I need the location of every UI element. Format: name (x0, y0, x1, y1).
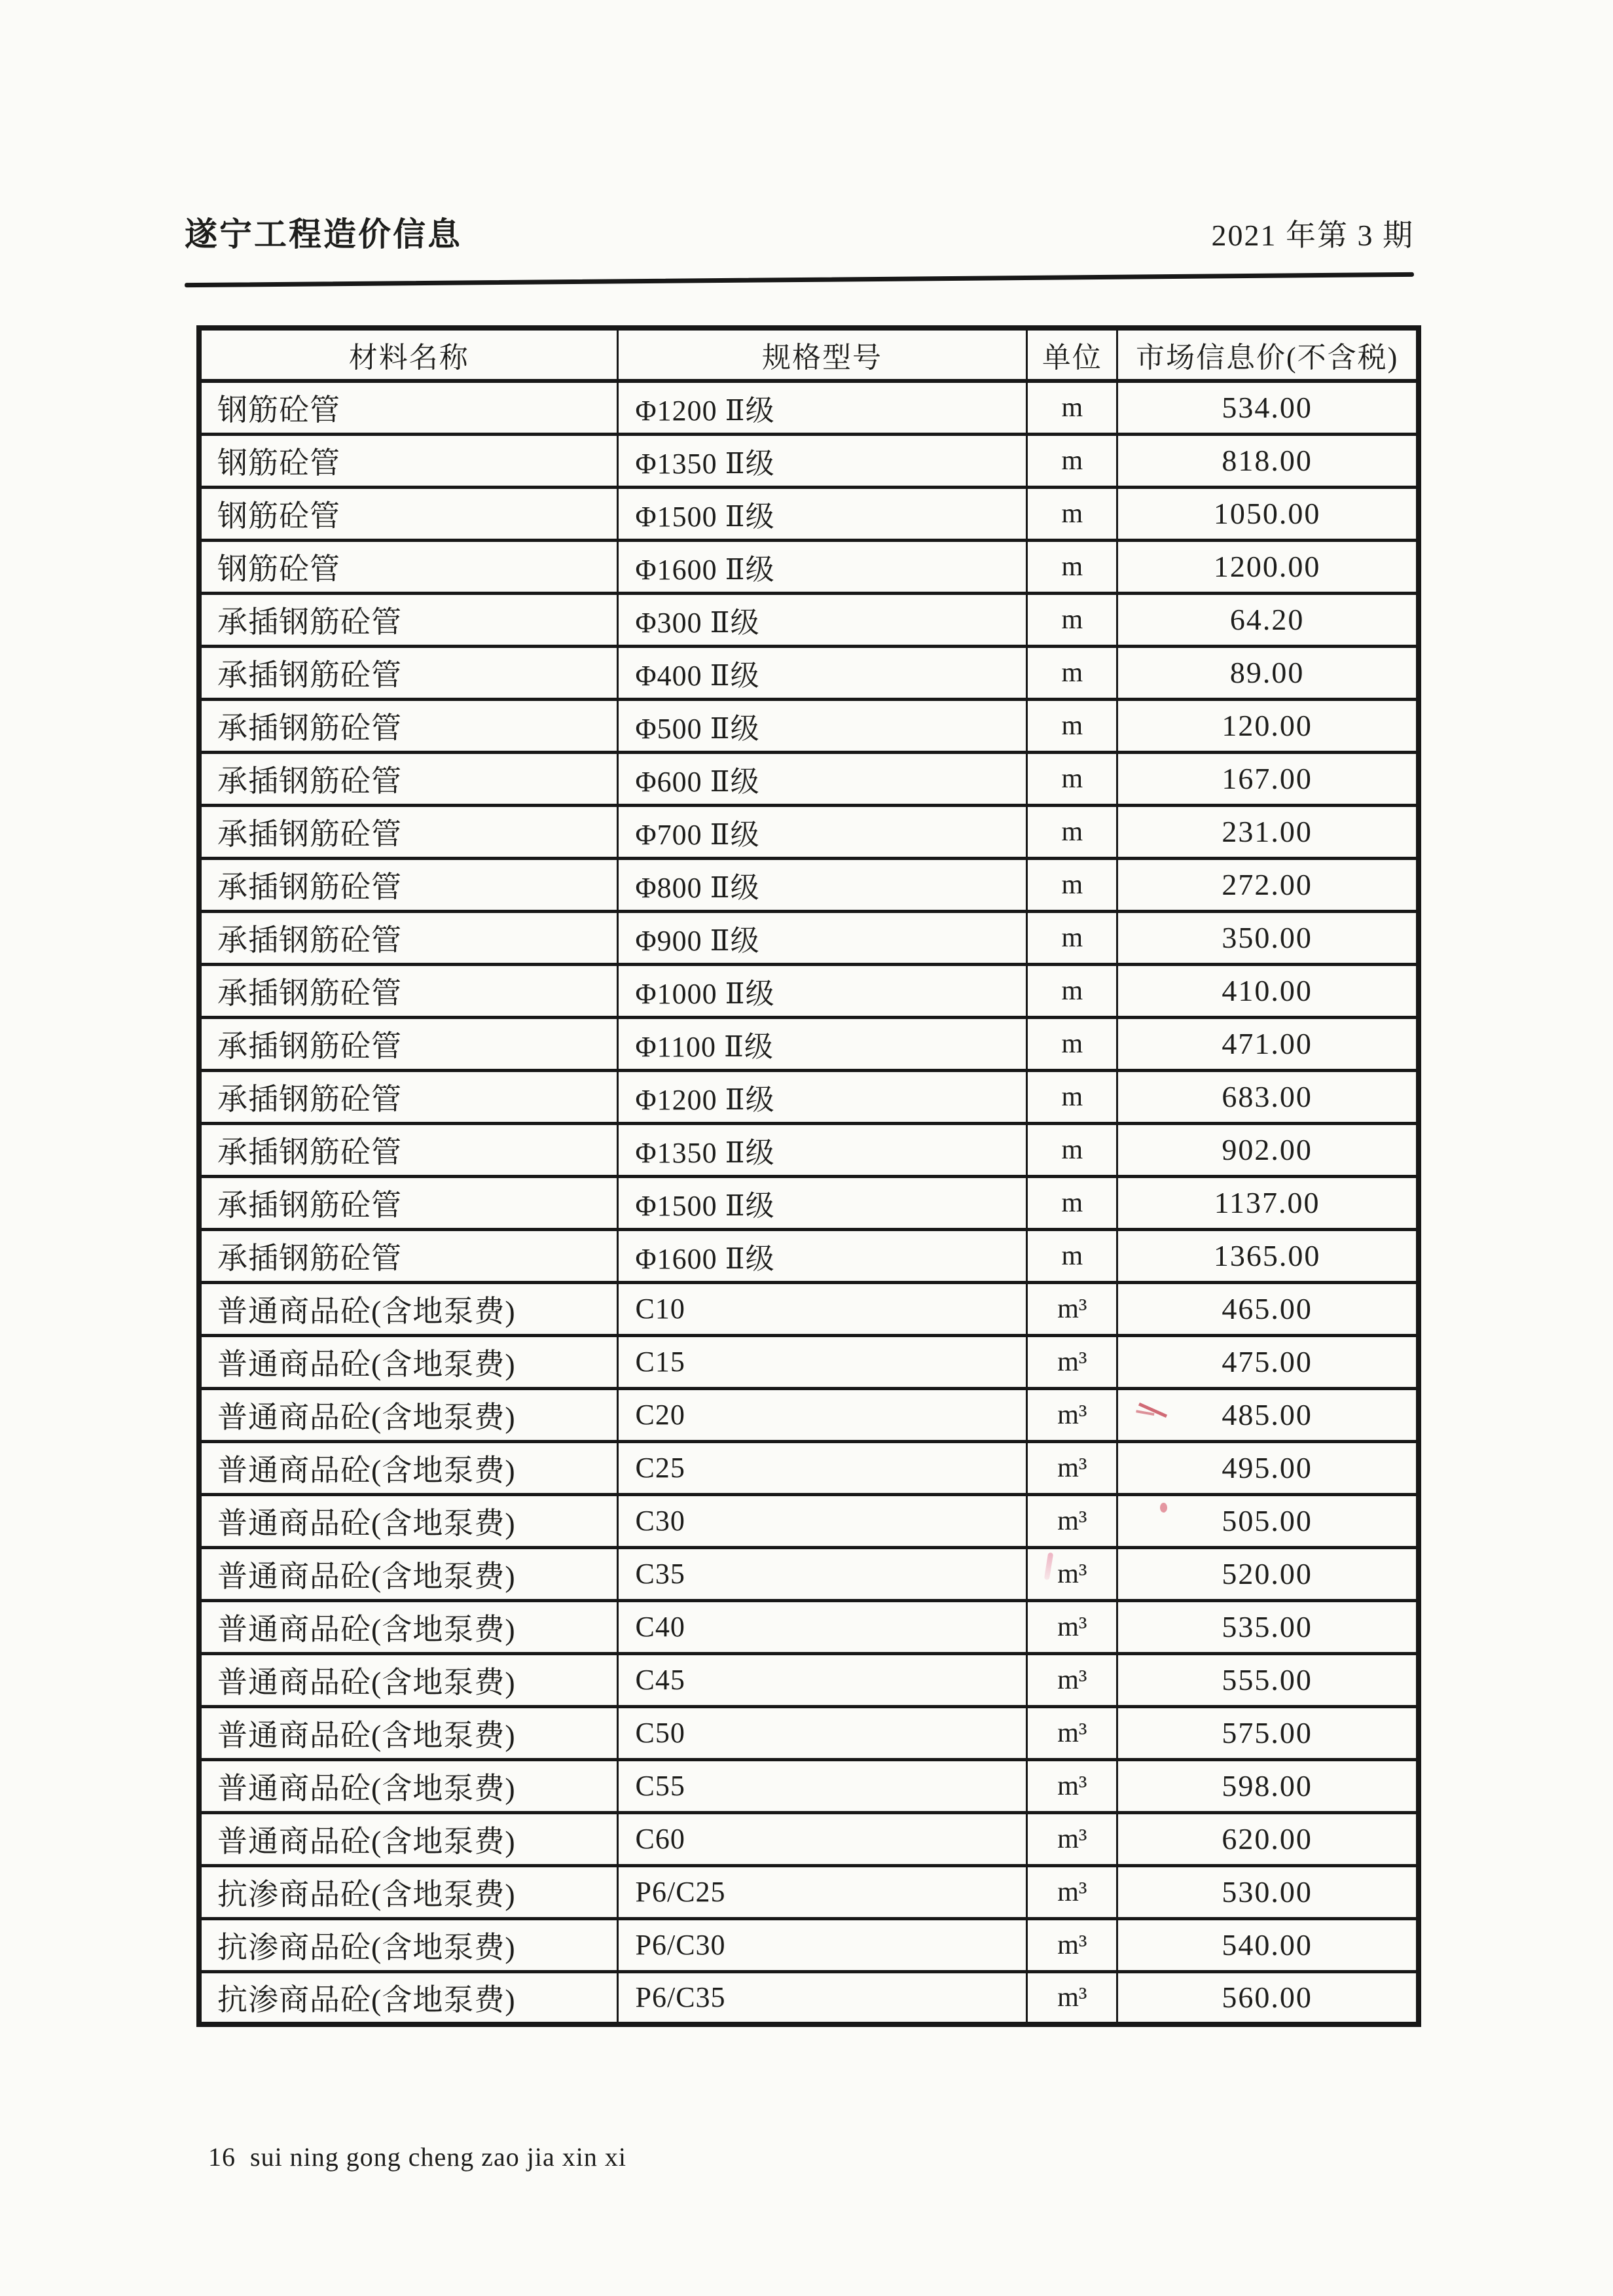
spec-cell: C30 (617, 1494, 1027, 1547)
unit-cell: m (1027, 911, 1117, 964)
price-cell: 530.00 (1117, 1865, 1419, 1918)
material-name-cell: 承插钢筋砼管 (199, 1123, 617, 1176)
material-name-cell: 承插钢筋砼管 (199, 593, 617, 646)
unit-cell: m (1027, 487, 1117, 540)
price-cell: 272.00 (1117, 858, 1419, 911)
material-price-table (196, 325, 1421, 2027)
unit-cell: m (1027, 540, 1117, 593)
page-footer (208, 2142, 626, 2172)
spec-cell: P6/C30 (617, 1918, 1027, 1971)
material-name-cell: 承插钢筋砼管 (199, 1017, 617, 1070)
table-row (199, 1123, 1419, 1176)
material-name-cell: 承插钢筋砼管 (199, 1176, 617, 1229)
material-name-cell: 承插钢筋砼管 (199, 805, 617, 858)
table-body (199, 381, 1419, 2024)
unit-cell: m³ (1027, 1653, 1117, 1706)
table-row (199, 1759, 1419, 1812)
material-name-cell: 承插钢筋砼管 (199, 911, 617, 964)
table-row (199, 1441, 1419, 1494)
material-name-cell: 钢筋砼管 (199, 434, 617, 487)
unit-cell: m³ (1027, 1335, 1117, 1388)
material-name-cell: 承插钢筋砼管 (199, 699, 617, 752)
unit-cell: m³ (1027, 1706, 1117, 1759)
price-cell: 620.00 (1117, 1812, 1419, 1865)
table-row (199, 805, 1419, 858)
table-row (199, 699, 1419, 752)
material-name-cell: 承插钢筋砼管 (199, 964, 617, 1017)
material-name-cell: 普通商品砼(含地泵费) (199, 1706, 617, 1759)
spec-cell: Φ400 Ⅱ级 (617, 646, 1027, 699)
spec-cell: C20 (617, 1388, 1027, 1441)
table-row (199, 1070, 1419, 1123)
table-row (199, 964, 1419, 1017)
spec-cell: C45 (617, 1653, 1027, 1706)
table-row (199, 646, 1419, 699)
material-name-cell: 承插钢筋砼管 (199, 1070, 617, 1123)
col-header-spec-model: 规格型号 (617, 328, 1027, 381)
table-row (199, 593, 1419, 646)
price-cell: 520.00 (1117, 1547, 1419, 1600)
price-cell: 410.00 (1117, 964, 1419, 1017)
price-cell: 683.00 (1117, 1070, 1419, 1123)
material-name-cell: 钢筋砼管 (199, 381, 617, 434)
unit-cell: m (1027, 1017, 1117, 1070)
material-name-cell: 钢筋砼管 (199, 540, 617, 593)
table-row (199, 1600, 1419, 1653)
price-cell: 1365.00 (1117, 1229, 1419, 1282)
material-name-cell: 抗渗商品砼(含地泵费) (199, 1971, 617, 2024)
table-row (199, 1388, 1419, 1441)
table-row (199, 911, 1419, 964)
price-cell: 902.00 (1117, 1123, 1419, 1176)
material-name-cell: 普通商品砼(含地泵费) (199, 1759, 617, 1812)
header-rule (185, 272, 1414, 287)
price-cell: 1137.00 (1117, 1176, 1419, 1229)
unit-cell: m (1027, 752, 1117, 805)
issue-label: 2021 年第 3 期 (1211, 219, 1414, 252)
price-cell: 560.00 (1117, 1971, 1419, 2024)
spec-cell: Φ1000 Ⅱ级 (617, 964, 1027, 1017)
spec-cell: C40 (617, 1600, 1027, 1653)
table-row (199, 752, 1419, 805)
material-name-cell: 普通商品砼(含地泵费) (199, 1547, 617, 1600)
spec-cell: Φ600 Ⅱ级 (617, 752, 1027, 805)
table-row (199, 434, 1419, 487)
unit-cell: m³ (1027, 1547, 1117, 1600)
journal-title: 遂宁工程造价信息 (185, 216, 462, 253)
table-row (199, 1176, 1419, 1229)
price-cell: 505.00 (1117, 1494, 1419, 1547)
spec-cell: Φ900 Ⅱ级 (617, 911, 1027, 964)
unit-cell: m (1027, 593, 1117, 646)
material-name-cell: 普通商品砼(含地泵费) (199, 1282, 617, 1335)
unit-cell: m (1027, 964, 1117, 1017)
price-cell: 555.00 (1117, 1653, 1419, 1706)
price-cell: 1050.00 (1117, 487, 1419, 540)
price-cell: 167.00 (1117, 752, 1419, 805)
table-row (199, 1229, 1419, 1282)
price-cell: 540.00 (1117, 1918, 1419, 1971)
spec-cell: C10 (617, 1282, 1027, 1335)
spec-cell: Φ1350 Ⅱ级 (617, 434, 1027, 487)
page-number: 16 (208, 2142, 236, 2172)
spec-cell: Φ1500 Ⅱ级 (617, 487, 1027, 540)
material-name-cell: 钢筋砼管 (199, 487, 617, 540)
unit-cell: m³ (1027, 1918, 1117, 1971)
table-row (199, 1971, 1419, 2024)
price-cell: 64.20 (1117, 593, 1419, 646)
material-name-cell: 承插钢筋砼管 (199, 752, 617, 805)
col-header-material-name: 材料名称 (199, 328, 617, 381)
spec-cell: P6/C25 (617, 1865, 1027, 1918)
unit-cell: m³ (1027, 1600, 1117, 1653)
spec-cell: P6/C35 (617, 1971, 1027, 2024)
table-row (199, 1653, 1419, 1706)
spec-cell: Φ1200 Ⅱ级 (617, 1070, 1027, 1123)
price-cell: 598.00 (1117, 1759, 1419, 1812)
table-row (199, 1812, 1419, 1865)
unit-cell: m³ (1027, 1812, 1117, 1865)
col-header-unit: 单位 (1027, 328, 1117, 381)
spec-cell: C50 (617, 1706, 1027, 1759)
unit-cell: m³ (1027, 1971, 1117, 2024)
unit-cell: m (1027, 646, 1117, 699)
price-cell: 475.00 (1117, 1335, 1419, 1388)
spec-cell: Φ300 Ⅱ级 (617, 593, 1027, 646)
table-row (199, 487, 1419, 540)
price-cell: 575.00 (1117, 1706, 1419, 1759)
spec-cell: Φ1100 Ⅱ级 (617, 1017, 1027, 1070)
spec-cell: C60 (617, 1812, 1027, 1865)
spec-cell: C15 (617, 1335, 1027, 1388)
unit-cell: m (1027, 699, 1117, 752)
unit-cell: m (1027, 805, 1117, 858)
price-cell: 120.00 (1117, 699, 1419, 752)
material-name-cell: 普通商品砼(含地泵费) (199, 1812, 617, 1865)
spec-cell: C35 (617, 1547, 1027, 1600)
unit-cell: m (1027, 1229, 1117, 1282)
price-cell: 495.00 (1117, 1441, 1419, 1494)
price-cell: 471.00 (1117, 1017, 1419, 1070)
page-header (185, 208, 1414, 255)
spec-cell: C55 (617, 1759, 1027, 1812)
table-row (199, 1918, 1419, 1971)
spec-cell: Φ1600 Ⅱ级 (617, 540, 1027, 593)
spec-cell: Φ1350 Ⅱ级 (617, 1123, 1027, 1176)
unit-cell: m (1027, 858, 1117, 911)
unit-cell: m (1027, 1123, 1117, 1176)
price-cell: 231.00 (1117, 805, 1419, 858)
unit-cell: m³ (1027, 1759, 1117, 1812)
price-cell: 1200.00 (1117, 540, 1419, 593)
col-header-market-price: 市场信息价(不含税) (1117, 328, 1419, 381)
material-name-cell: 抗渗商品砼(含地泵费) (199, 1918, 617, 1971)
table-row (199, 1335, 1419, 1388)
unit-cell: m³ (1027, 1388, 1117, 1441)
table-row (199, 1706, 1419, 1759)
material-name-cell: 抗渗商品砼(含地泵费) (199, 1865, 617, 1918)
price-cell: 485.00 (1117, 1388, 1419, 1441)
spec-cell: C25 (617, 1441, 1027, 1494)
material-name-cell: 普通商品砼(含地泵费) (199, 1441, 617, 1494)
unit-cell: m³ (1027, 1865, 1117, 1918)
unit-cell: m (1027, 1176, 1117, 1229)
footer-pinyin: sui ning gong cheng zao jia xin xi (250, 2142, 627, 2172)
material-name-cell: 承插钢筋砼管 (199, 1229, 617, 1282)
material-name-cell: 普通商品砼(含地泵费) (199, 1653, 617, 1706)
price-cell: 465.00 (1117, 1282, 1419, 1335)
material-name-cell: 承插钢筋砼管 (199, 858, 617, 911)
spec-cell: Φ1600 Ⅱ级 (617, 1229, 1027, 1282)
unit-cell: m³ (1027, 1494, 1117, 1547)
spec-cell: Φ800 Ⅱ级 (617, 858, 1027, 911)
spec-cell: Φ500 Ⅱ级 (617, 699, 1027, 752)
material-name-cell: 普通商品砼(含地泵费) (199, 1335, 617, 1388)
table-row (199, 1017, 1419, 1070)
spec-cell: Φ1500 Ⅱ级 (617, 1176, 1027, 1229)
unit-cell: m (1027, 434, 1117, 487)
unit-cell: m³ (1027, 1441, 1117, 1494)
material-name-cell: 普通商品砼(含地泵费) (199, 1600, 617, 1653)
unit-cell: m (1027, 1070, 1117, 1123)
table-header-row (199, 328, 1419, 381)
price-cell: 818.00 (1117, 434, 1419, 487)
price-cell: 534.00 (1117, 381, 1419, 434)
price-cell: 535.00 (1117, 1600, 1419, 1653)
price-cell: 350.00 (1117, 911, 1419, 964)
table-row (199, 1282, 1419, 1335)
spec-cell: Φ700 Ⅱ级 (617, 805, 1027, 858)
unit-cell: m (1027, 381, 1117, 434)
table-row (199, 1494, 1419, 1547)
material-name-cell: 普通商品砼(含地泵费) (199, 1388, 617, 1441)
table-row (199, 858, 1419, 911)
price-cell: 89.00 (1117, 646, 1419, 699)
table-row (199, 381, 1419, 434)
table-row (199, 1547, 1419, 1600)
spec-cell: Φ1200 Ⅱ级 (617, 381, 1027, 434)
table-row (199, 540, 1419, 593)
material-name-cell: 承插钢筋砼管 (199, 646, 617, 699)
table-row (199, 1865, 1419, 1918)
unit-cell: m³ (1027, 1282, 1117, 1335)
material-name-cell: 普通商品砼(含地泵费) (199, 1494, 617, 1547)
